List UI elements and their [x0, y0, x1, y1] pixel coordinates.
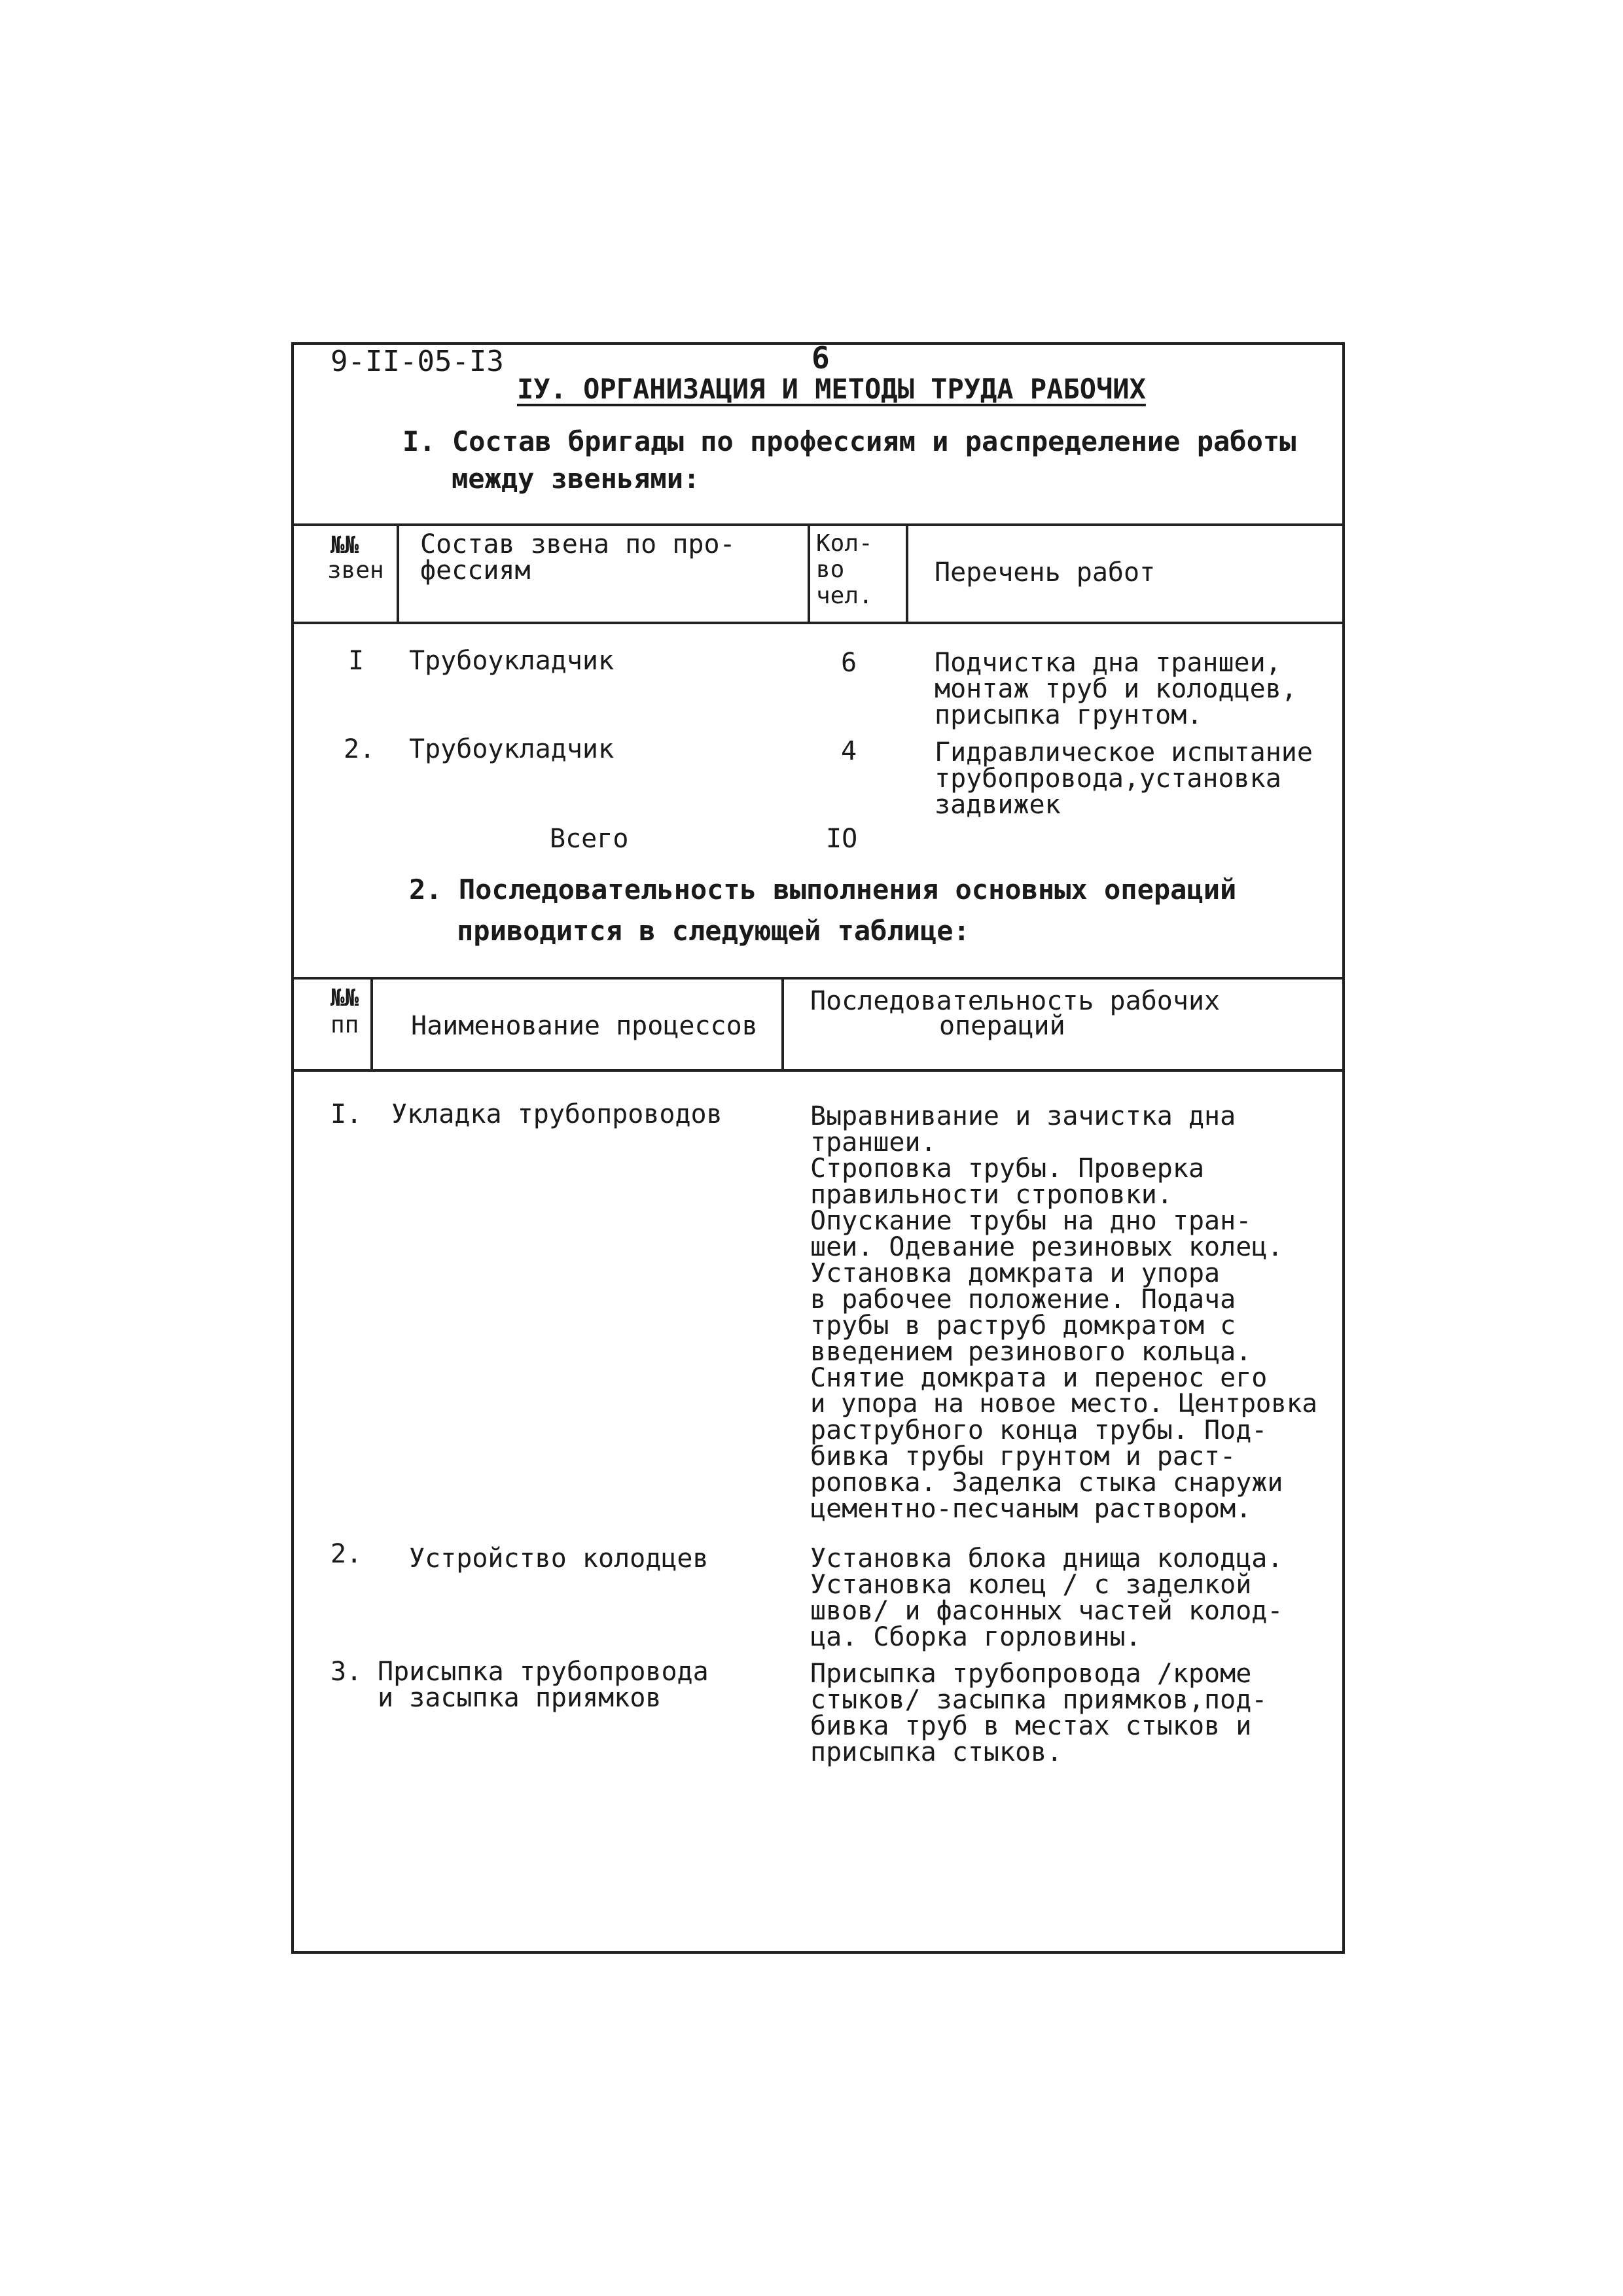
table2-row1-op: правильности строповки. [810, 1180, 1173, 1210]
table1-row1-works-line1: Подчистка дна траншеи, [935, 648, 1281, 678]
table2-row3-process-line2: и засыпка приямков [378, 1683, 662, 1713]
table2-row1-op: Строповка трубы. Проверка [810, 1154, 1205, 1184]
table2-top-border [291, 977, 1342, 980]
table1-col-divider-2 [808, 523, 810, 624]
table2-row2-process: Устройство колодцев [409, 1544, 709, 1574]
table2-col-divider-1 [370, 977, 373, 1072]
table1-row1-num: I [348, 646, 365, 676]
table2-header-num-line2: пп [330, 1012, 359, 1038]
table2-row3-num: 3. [330, 1657, 363, 1687]
table1-row1-count: 6 [841, 648, 857, 678]
table1-header-works: Перечень работ [935, 557, 1156, 588]
table1-row2-num: 2. [344, 734, 376, 764]
table1-header-bottom-border [291, 622, 1342, 624]
table1-total-value: IO [826, 824, 858, 854]
table2-row1-op: роповка. Заделка стыка снаружи [810, 1468, 1283, 1498]
table2-row1-op: бивка трубы грунтом и раст- [810, 1441, 1236, 1472]
table1-row1-works-line2: монтаж труб и колодцев, [935, 674, 1297, 704]
table2-row1-op: и упора на новое место. Центровка [810, 1389, 1317, 1419]
table2-row3-process-line1: Присыпка трубопровода [378, 1657, 709, 1687]
section1-title-line2: между звеньями: [452, 463, 700, 495]
table2-row2-op: Установка колец / с заделкой [810, 1570, 1252, 1600]
table2-row2-op: ца. Сборка горловины. [810, 1622, 1141, 1652]
table1-header-num-line2: звен [327, 557, 384, 584]
table1-header-num-line1: №№ [330, 532, 359, 559]
table1-total-label: Всего [550, 824, 629, 854]
section2-title-line2: приводится в следующей таблице: [457, 915, 970, 947]
table1-header-composition-line1: Состав звена по про- [420, 529, 736, 559]
table2-row1-num: I. [330, 1099, 363, 1129]
table2-row1-op: цементно-песчаным раствором. [810, 1494, 1252, 1524]
table2-row3-op: бивка труб в местах стыков и [810, 1711, 1252, 1741]
table1-row2-works-line3: задвижек [935, 790, 1061, 820]
page-number: 6 [812, 340, 830, 376]
table2-row2-num: 2. [330, 1539, 363, 1569]
table2-header-num-line1: №№ [330, 985, 359, 1012]
table2-row1-op: Выравнивание и зачистка дна [810, 1101, 1236, 1131]
table2-header-bottom-border [291, 1069, 1342, 1072]
table1-header-composition-line2: фессиям [420, 556, 531, 586]
section2-title-line1: 2. Последовательность выполнения основных операций [409, 874, 1237, 906]
document-number: 9-II-05-I3 [330, 345, 504, 378]
table2-row1-op: шеи. Одевание резиновых колец. [810, 1232, 1283, 1262]
table2-row2-op: Установка блока днища колодца. [810, 1544, 1283, 1574]
table1-header-count-line1: Кол- [816, 530, 873, 557]
table1-row2-count: 4 [841, 736, 857, 766]
table1-row2-composition: Трубоукладчик [409, 734, 615, 764]
table2-row1-op: в рабочее положение. Подача [810, 1284, 1236, 1315]
table2-row1-op: Установка домкрата и упора [810, 1258, 1221, 1288]
table1-top-border [291, 523, 1342, 526]
table2-row1-op: траншеи. [810, 1127, 936, 1157]
table2-header-ops-line2: операций [939, 1011, 1065, 1041]
table1-col-divider-3 [906, 523, 908, 624]
table2-row1-process: Укладка трубопроводов [391, 1099, 722, 1129]
section1-title-line1: I. Состав бригады по профессиям и распределение работы [402, 425, 1296, 457]
table2-row2-op: швов/ и фасонных частей колод- [810, 1596, 1283, 1626]
table2-row3-op: присыпка стыков. [810, 1737, 1063, 1767]
table1-row1-works-line3: присыпка грунтом. [935, 700, 1203, 730]
table2-row1-op: Опускание трубы на дно тран- [810, 1206, 1252, 1236]
table2-col-divider-2 [781, 977, 784, 1072]
table2-row3-op: Присыпка трубопровода /кроме [810, 1659, 1252, 1689]
table2-header-process: Наименование процессов [411, 1011, 758, 1041]
table1-row2-works-line2: трубопровода,установка [935, 764, 1281, 794]
table1-row1-composition: Трубоукладчик [409, 646, 615, 676]
table2-row1-op: трубы в раструб домкратом с [810, 1311, 1236, 1341]
section-title: IУ. ОРГАНИЗАЦИЯ И МЕТОДЫ ТРУДА РАБОЧИХ [517, 373, 1146, 405]
table1-col-divider-1 [397, 523, 399, 624]
table2-row1-op: раструбного конца трубы. Под- [810, 1415, 1268, 1445]
table1-header-count-line2: во [816, 556, 845, 583]
table2-header-ops-line1: Последовательность рабочих [810, 986, 1221, 1016]
table2-row3-op: стыков/ засыпка приямков,под- [810, 1685, 1268, 1715]
table2-row1-op: введением резинового кольца. [810, 1337, 1252, 1367]
table1-header-count-line3: чел. [816, 582, 873, 609]
table1-row2-works-line1: Гидравлическое испытание [935, 737, 1313, 768]
table2-row1-op: Снятие домкрата и перенос его [810, 1363, 1268, 1393]
